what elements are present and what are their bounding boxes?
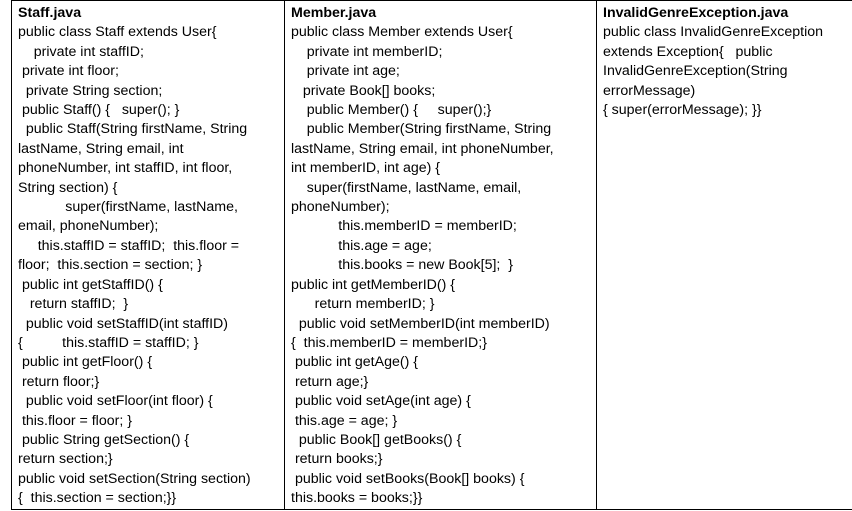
code-line: this.floor = floor; }	[18, 412, 132, 429]
code-line: email, phoneNumber);	[18, 218, 159, 235]
code-line: public Book[] getBooks() {	[291, 431, 462, 448]
code-line: return memberID; }	[291, 296, 435, 313]
code-line: this.age = age; }	[291, 412, 398, 429]
code-line: phoneNumber);	[291, 199, 390, 216]
code-line: return books;}	[291, 451, 383, 468]
code-line: private int age;	[291, 63, 400, 80]
code-line: int memberID, int age) {	[291, 160, 441, 177]
code-line: lastName, String email, int phoneNumber,	[291, 140, 554, 157]
table-row	[12, 1, 852, 510]
code-line: { this.section = section;}}	[18, 490, 177, 507]
code-line: errorMessage)	[603, 82, 696, 99]
staff-java-title: Staff.java	[18, 5, 82, 21]
code-line: public class InvalidGenreException	[603, 24, 824, 41]
member-java-title: Member.java	[291, 5, 377, 21]
code-line: public void setBooks(Book[] books) {	[291, 470, 525, 487]
code-line: { super(errorMessage); }}	[603, 102, 762, 119]
code-line: public class Member extends User{	[291, 24, 513, 41]
code-line: this.memberID = memberID;	[291, 218, 517, 235]
code-line: public String getSection() {	[18, 431, 190, 448]
code-line: private int floor;	[18, 63, 119, 80]
code-line: { this.staffID = staffID; }	[18, 334, 199, 351]
code-line: String section) {	[18, 179, 118, 196]
code-line: private int memberID;	[291, 43, 443, 60]
code-line: InvalidGenreException(String	[603, 63, 788, 80]
code-line: return floor;}	[18, 373, 100, 390]
code-line: public void setAge(int age) {	[291, 393, 471, 410]
code-line: phoneNumber, int staffID, int floor,	[18, 160, 233, 177]
code-line: public class Staff extends User{	[18, 24, 217, 41]
code-line: super(firstName, lastName, email,	[291, 179, 522, 196]
code-table	[11, 0, 852, 510]
code-line: this.staffID = staffID; this.floor =	[18, 237, 240, 254]
code-line: public void setSection(String section)	[18, 470, 251, 487]
code-line: extends Exception{ public	[603, 43, 773, 60]
member-java-cell	[285, 1, 597, 510]
code-line: return section;}	[18, 451, 113, 468]
code-line: private String section;	[18, 82, 163, 99]
code-line: this.books = new Book[5]; }	[291, 257, 513, 274]
staff-java-cell	[12, 1, 285, 510]
code-line: this.age = age;	[291, 237, 432, 254]
code-line: return age;}	[291, 373, 369, 390]
code-line: public void setFloor(int floor) {	[18, 393, 213, 410]
code-line: public Member(String firstName, String	[291, 121, 552, 138]
code-line: private int staffID;	[18, 43, 144, 60]
code-line: public int getMemberID() {	[291, 276, 456, 293]
invalid-genre-exception-java-title: InvalidGenreException.java	[603, 5, 789, 21]
code-line: public Staff() { super(); }	[18, 102, 180, 119]
code-line: return staffID; }	[18, 296, 129, 313]
code-line: public int getFloor() {	[18, 354, 153, 371]
code-line: super(firstName, lastName,	[18, 199, 238, 216]
code-line: public void setMemberID(int memberID)	[291, 315, 550, 332]
code-line: public Member() { super();}	[291, 102, 492, 119]
code-line: this.books = books;}}	[291, 490, 423, 507]
code-line: public int getStaffID() {	[18, 276, 163, 293]
code-line: public int getAge() {	[291, 354, 418, 371]
invalid-genre-exception-java-cell	[597, 1, 852, 510]
code-line: floor; this.section = section; }	[18, 257, 203, 274]
code-line: lastName, String email, int	[18, 140, 184, 157]
code-line: private Book[] books;	[291, 82, 436, 99]
code-line: { this.memberID = memberID;}	[291, 334, 487, 351]
code-line: public void setStaffID(int staffID)	[18, 315, 229, 332]
code-line: public Staff(String firstName, String	[18, 121, 248, 138]
